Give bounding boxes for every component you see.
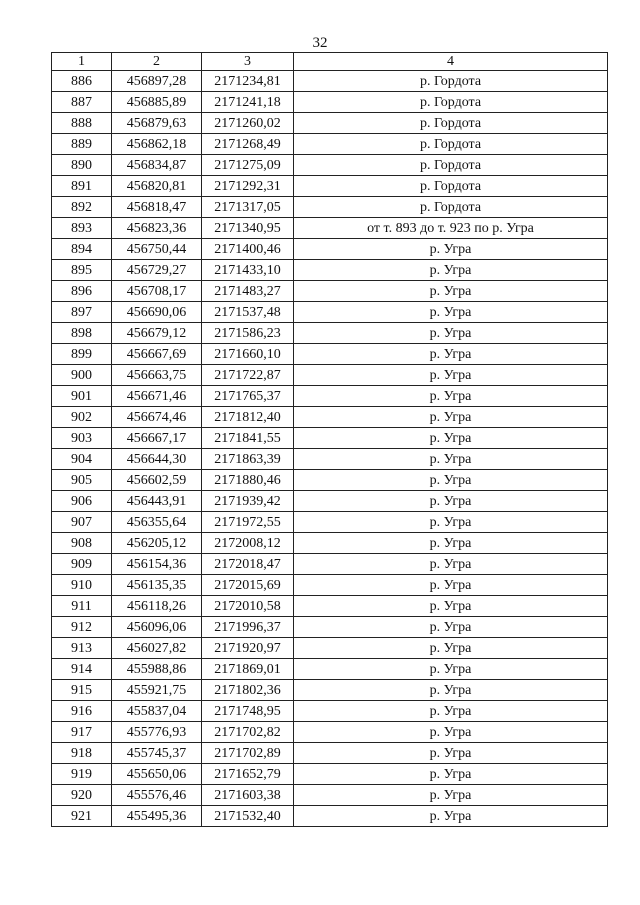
table-row [52,575,608,596]
x-coordinate-cell: 455576,46 [112,785,202,806]
x-coordinate-cell: 455988,86 [112,659,202,680]
column-header-1: 1 [52,53,112,71]
description-cell: р. Угра [294,533,608,554]
description-cell: р. Угра [294,722,608,743]
point-number-cell: 904 [52,449,112,470]
table-row [52,323,608,344]
point-number-cell: 896 [52,281,112,302]
description-cell: р. Угра [294,260,608,281]
x-coordinate-cell: 456679,12 [112,323,202,344]
coordinates-table [51,52,608,827]
x-coordinate-cell: 455837,04 [112,701,202,722]
table-body [52,71,608,827]
y-coordinate-cell: 2171920,97 [202,638,294,659]
y-coordinate-cell: 2171660,10 [202,344,294,365]
table-row [52,71,608,92]
x-coordinate-cell: 456135,35 [112,575,202,596]
description-cell: р. Угра [294,512,608,533]
description-cell: р. Угра [294,596,608,617]
x-coordinate-cell: 456205,12 [112,533,202,554]
point-number-cell: 918 [52,743,112,764]
point-number-cell: 890 [52,155,112,176]
y-coordinate-cell: 2172008,12 [202,533,294,554]
description-cell: р. Угра [294,449,608,470]
point-number-cell: 900 [52,365,112,386]
table-row [52,659,608,680]
y-coordinate-cell: 2171260,02 [202,113,294,134]
table-row [52,365,608,386]
x-coordinate-cell: 456443,91 [112,491,202,512]
y-coordinate-cell: 2171722,87 [202,365,294,386]
point-number-cell: 894 [52,239,112,260]
x-coordinate-cell: 455921,75 [112,680,202,701]
description-cell: р. Угра [294,743,608,764]
description-cell: р. Гордота [294,113,608,134]
y-coordinate-cell: 2171880,46 [202,470,294,491]
description-cell: р. Угра [294,785,608,806]
point-number-cell: 913 [52,638,112,659]
x-coordinate-cell: 456897,28 [112,71,202,92]
table-row [52,785,608,806]
table-row [52,764,608,785]
x-coordinate-cell: 456708,17 [112,281,202,302]
table-row [52,155,608,176]
table-row [52,806,608,827]
x-coordinate-cell: 456667,69 [112,344,202,365]
x-coordinate-cell: 456671,46 [112,386,202,407]
description-cell: р. Угра [294,302,608,323]
x-coordinate-cell: 456750,44 [112,239,202,260]
table-row [52,638,608,659]
point-number-cell: 895 [52,260,112,281]
x-coordinate-cell: 456823,36 [112,218,202,239]
description-cell: р. Угра [294,617,608,638]
table-row [52,596,608,617]
description-cell: р. Угра [294,575,608,596]
table-row [52,617,608,638]
table-row [52,680,608,701]
point-number-cell: 889 [52,134,112,155]
x-coordinate-cell: 455495,36 [112,806,202,827]
x-coordinate-cell: 456862,18 [112,134,202,155]
table-row [52,722,608,743]
y-coordinate-cell: 2171869,01 [202,659,294,680]
point-number-cell: 902 [52,407,112,428]
column-header-4: 4 [294,53,608,71]
x-coordinate-cell: 456602,59 [112,470,202,491]
y-coordinate-cell: 2171765,37 [202,386,294,407]
y-coordinate-cell: 2171996,37 [202,617,294,638]
x-coordinate-cell: 455776,93 [112,722,202,743]
y-coordinate-cell: 2171603,38 [202,785,294,806]
table-row [52,134,608,155]
x-coordinate-cell: 456674,46 [112,407,202,428]
y-coordinate-cell: 2171317,05 [202,197,294,218]
x-coordinate-cell: 456834,87 [112,155,202,176]
x-coordinate-cell: 456027,82 [112,638,202,659]
x-coordinate-cell: 456690,06 [112,302,202,323]
point-number-cell: 908 [52,533,112,554]
point-number-cell: 909 [52,554,112,575]
x-coordinate-cell: 456818,47 [112,197,202,218]
y-coordinate-cell: 2171268,49 [202,134,294,155]
table-row [52,743,608,764]
y-coordinate-cell: 2171340,95 [202,218,294,239]
point-number-cell: 915 [52,680,112,701]
point-number-cell: 898 [52,323,112,344]
y-coordinate-cell: 2171537,48 [202,302,294,323]
point-number-cell: 912 [52,617,112,638]
table-row [52,260,608,281]
table-row [52,533,608,554]
point-number-cell: 914 [52,659,112,680]
point-number-cell: 892 [52,197,112,218]
x-coordinate-cell: 456355,64 [112,512,202,533]
y-coordinate-cell: 2171841,55 [202,428,294,449]
table-row [52,512,608,533]
table-row [52,344,608,365]
point-number-cell: 893 [52,218,112,239]
point-number-cell: 916 [52,701,112,722]
point-number-cell: 891 [52,176,112,197]
x-coordinate-cell: 456885,89 [112,92,202,113]
point-number-cell: 906 [52,491,112,512]
point-number-cell: 920 [52,785,112,806]
description-cell: р. Угра [294,806,608,827]
table-row [52,491,608,512]
point-number-cell: 917 [52,722,112,743]
description-cell: р. Угра [294,701,608,722]
description-cell: р. Гордота [294,134,608,155]
point-number-cell: 897 [52,302,112,323]
point-number-cell: 899 [52,344,112,365]
table-row [52,449,608,470]
table-row [52,92,608,113]
point-number-cell: 888 [52,113,112,134]
y-coordinate-cell: 2171532,40 [202,806,294,827]
description-cell: р. Гордота [294,71,608,92]
x-coordinate-cell: 456820,81 [112,176,202,197]
point-number-cell: 919 [52,764,112,785]
x-coordinate-cell: 456667,17 [112,428,202,449]
y-coordinate-cell: 2171812,40 [202,407,294,428]
x-coordinate-cell: 456154,36 [112,554,202,575]
x-coordinate-cell: 456879,63 [112,113,202,134]
description-cell: р. Угра [294,764,608,785]
y-coordinate-cell: 2171586,23 [202,323,294,344]
description-cell: от т. 893 до т. 923 по р. Угра [294,218,608,239]
y-coordinate-cell: 2171433,10 [202,260,294,281]
y-coordinate-cell: 2171652,79 [202,764,294,785]
description-cell: р. Угра [294,323,608,344]
y-coordinate-cell: 2171972,55 [202,512,294,533]
y-coordinate-cell: 2171863,39 [202,449,294,470]
description-cell: р. Угра [294,281,608,302]
point-number-cell: 921 [52,806,112,827]
x-coordinate-cell: 456644,30 [112,449,202,470]
y-coordinate-cell: 2171275,09 [202,155,294,176]
column-header-3: 3 [202,53,294,71]
y-coordinate-cell: 2172010,58 [202,596,294,617]
point-number-cell: 901 [52,386,112,407]
x-coordinate-cell: 455745,37 [112,743,202,764]
table-row [52,176,608,197]
y-coordinate-cell: 2171939,42 [202,491,294,512]
point-number-cell: 910 [52,575,112,596]
description-cell: р. Угра [294,428,608,449]
x-coordinate-cell: 456118,26 [112,596,202,617]
point-number-cell: 907 [52,512,112,533]
description-cell: р. Угра [294,554,608,575]
table-row [52,386,608,407]
table-row [52,701,608,722]
table-row [52,281,608,302]
description-cell: р. Гордота [294,92,608,113]
table-row [52,239,608,260]
description-cell: р. Гордота [294,155,608,176]
point-number-cell: 905 [52,470,112,491]
table-header-row [52,53,608,71]
table-row [52,470,608,491]
description-cell: р. Угра [294,239,608,260]
table-row [52,554,608,575]
y-coordinate-cell: 2171292,31 [202,176,294,197]
table-row [52,197,608,218]
table-row [52,428,608,449]
x-coordinate-cell: 456663,75 [112,365,202,386]
point-number-cell: 887 [52,92,112,113]
description-cell: р. Гордота [294,197,608,218]
x-coordinate-cell: 456096,06 [112,617,202,638]
table-row [52,218,608,239]
description-cell: р. Угра [294,365,608,386]
description-cell: р. Угра [294,344,608,365]
point-number-cell: 903 [52,428,112,449]
table-row [52,407,608,428]
description-cell: р. Угра [294,386,608,407]
y-coordinate-cell: 2171400,46 [202,239,294,260]
page-number: 32 [312,35,328,51]
description-cell: р. Гордота [294,176,608,197]
x-coordinate-cell: 456729,27 [112,260,202,281]
description-cell: р. Угра [294,407,608,428]
description-cell: р. Угра [294,680,608,701]
description-cell: р. Угра [294,659,608,680]
table-row [52,302,608,323]
x-coordinate-cell: 455650,06 [112,764,202,785]
y-coordinate-cell: 2171802,36 [202,680,294,701]
y-coordinate-cell: 2171702,89 [202,743,294,764]
column-header-2: 2 [112,53,202,71]
y-coordinate-cell: 2172015,69 [202,575,294,596]
y-coordinate-cell: 2171748,95 [202,701,294,722]
point-number-cell: 886 [52,71,112,92]
point-number-cell: 911 [52,596,112,617]
y-coordinate-cell: 2171241,18 [202,92,294,113]
table-row [52,113,608,134]
y-coordinate-cell: 2171702,82 [202,722,294,743]
description-cell: р. Угра [294,491,608,512]
y-coordinate-cell: 2171234,81 [202,71,294,92]
description-cell: р. Угра [294,638,608,659]
y-coordinate-cell: 2172018,47 [202,554,294,575]
y-coordinate-cell: 2171483,27 [202,281,294,302]
description-cell: р. Угра [294,470,608,491]
